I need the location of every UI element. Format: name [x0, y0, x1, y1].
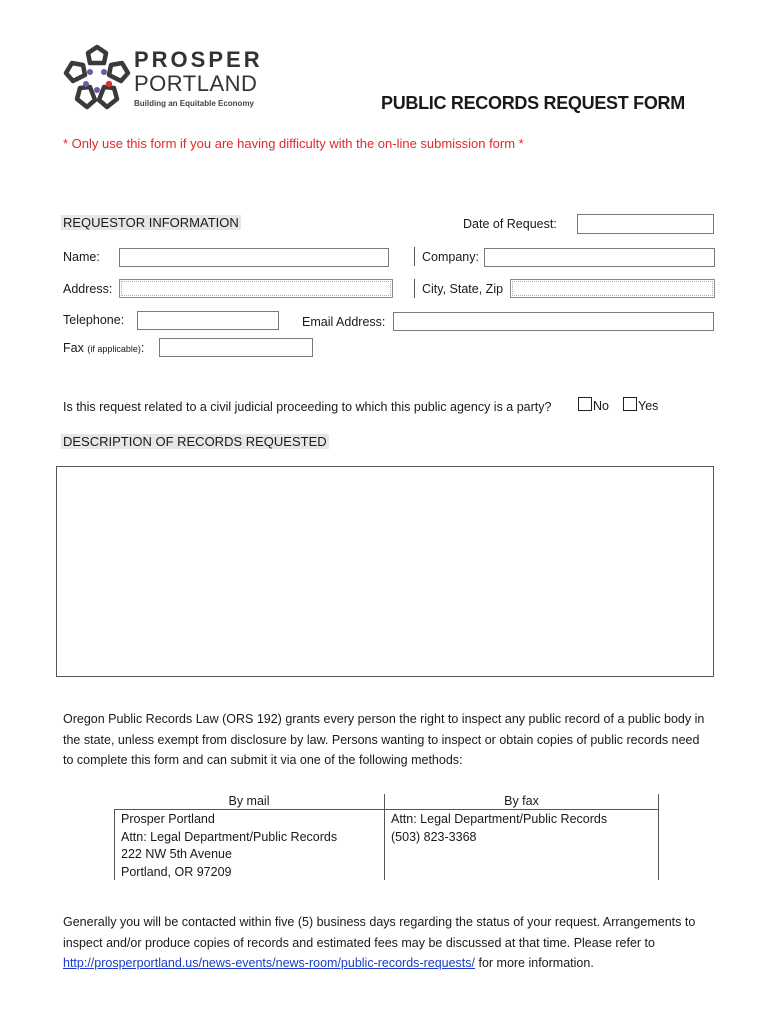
mail-line: Prosper Portland [121, 812, 215, 826]
logo-name-line2: PORTLAND [134, 71, 258, 96]
fax-field[interactable] [159, 338, 313, 357]
logo-tagline: Building an Equitable Economy [134, 99, 255, 108]
no-checkbox[interactable] [578, 397, 592, 411]
table-left-border [114, 809, 115, 880]
table-top-border [114, 809, 659, 810]
fax-note: (if applicable) [87, 344, 141, 354]
mail-line: Attn: Legal Department/Public Records [121, 829, 338, 844]
name-field[interactable] [119, 248, 389, 267]
no-label: No [593, 399, 609, 413]
public-records-link[interactable]: http://prosperportland.us/news-events/news-room/public-records-requests/ [63, 956, 475, 970]
address-label: Address: [63, 282, 113, 296]
by-fax-header: By fax [504, 794, 539, 808]
fax-line: (503) 823-3368 [391, 829, 477, 844]
divider [414, 279, 415, 298]
company-label: Company: [422, 250, 479, 264]
mail-address [121, 811, 337, 881]
yes-label: Yes [638, 399, 659, 413]
mail-line: Portland, OR 97209 [121, 864, 232, 879]
logo [62, 44, 262, 114]
fax-details [391, 811, 607, 846]
city-state-zip-label: City, State, Zip [422, 282, 504, 296]
date-of-request-label: Date of Request: [463, 217, 557, 231]
mail-line: 222 NW 5th Avenue [121, 847, 232, 861]
fax-colon: : [140, 341, 145, 355]
email-field[interactable] [393, 312, 714, 331]
fax-label-text: Fax [63, 341, 84, 355]
fax-line: Attn: Legal Department/Public Records [391, 812, 608, 826]
prosper-portland-logo-icon [62, 44, 132, 112]
name-label: Name: [63, 250, 100, 264]
footer-paragraph [63, 912, 713, 974]
company-field[interactable] [484, 248, 715, 267]
logo-name-line1: PROSPER [134, 47, 263, 72]
divider [414, 247, 415, 266]
description-heading: DESCRIPTION OF RECORDS REQUESTED [63, 434, 327, 449]
address-field[interactable] [119, 279, 393, 298]
public-records-law-paragraph: Oregon Public Records Law (ORS 192) grants every person the right to inspect any public record of a public body in the state, unless exempt from disclosure by law. Persons wanting to inspect or obtain copies of public records need to complete this form and can submit it via one of the following methods: [63, 712, 705, 767]
form-title: PUBLIC RECORDS REQUEST FORM [381, 93, 685, 113]
yes-checkbox[interactable] [623, 397, 637, 411]
description-textarea[interactable] [56, 466, 714, 677]
footer-text: Generally you will be contacted within five (5) business days regarding the status of your request. Arrangements to inspect and/or produce copies of records and estimated fees may be discussed at that time. Please refer to [63, 915, 696, 950]
online-form-notice: * Only use this form if you are having difficulty with the on-line submission form * [63, 136, 524, 151]
fax-label [63, 341, 144, 355]
city-state-zip-field[interactable] [510, 279, 715, 298]
requestor-heading: REQUESTOR INFORMATION [63, 215, 239, 230]
civil-proceeding-question: Is this request related to a civil judicial proceeding to which this public agency is a party? [63, 400, 552, 414]
telephone-field[interactable] [137, 311, 279, 330]
date-of-request-field[interactable] [577, 214, 714, 234]
email-label: Email Address: [302, 315, 386, 329]
by-mail-header: By mail [228, 794, 270, 808]
telephone-label: Telephone: [63, 313, 125, 327]
footer-text-end: for more information. [475, 956, 594, 970]
